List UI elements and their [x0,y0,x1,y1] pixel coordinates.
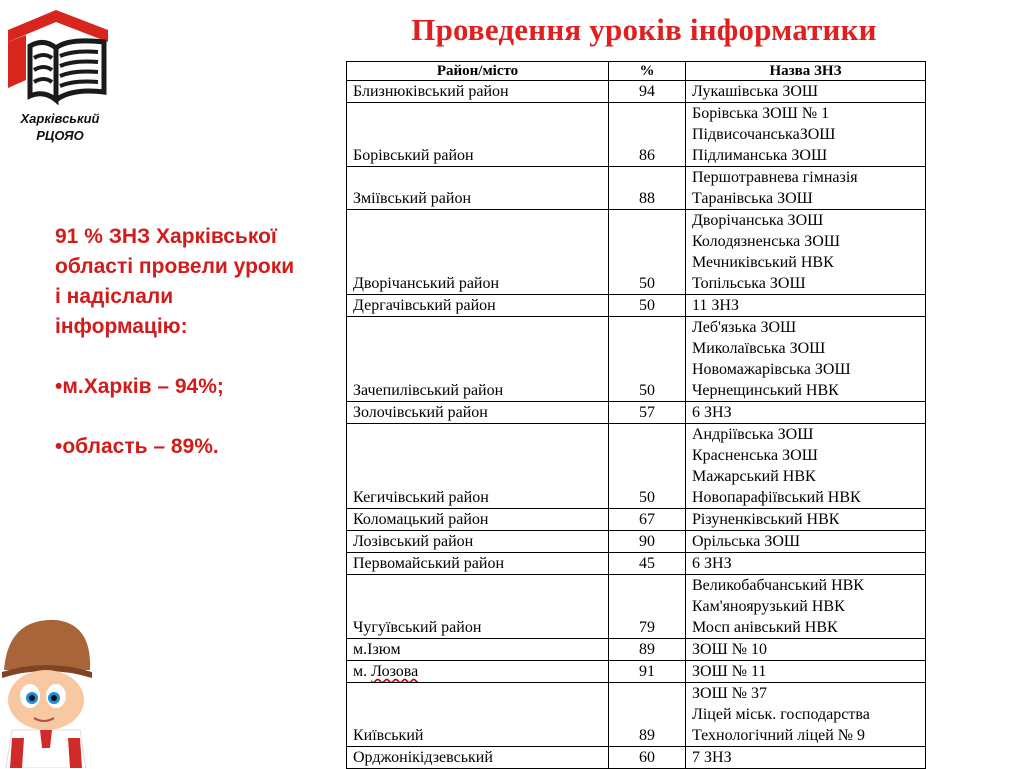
table-row [347,402,926,424]
school-name: Орільська ЗОШ [692,533,801,550]
schools-cell [686,317,926,402]
school-name: ПідвисочанськаЗОШ [692,126,836,143]
table-row [347,531,926,553]
table-row [347,575,926,639]
school-name: Мажарський НВК [692,468,816,485]
percent-cell: 91 [609,661,686,683]
schools-cell [686,167,926,210]
district-name: Золочівський район [353,404,488,421]
district-name: Лозівський район [353,533,474,550]
table-row [347,639,926,661]
school-name: ЗОШ № 37 [692,685,767,702]
school-name: Дворічанська ЗОШ [692,212,824,229]
table-row [347,509,926,531]
schools-cell [686,402,926,424]
school-name: Красненська ЗОШ [692,447,818,464]
table-row [347,317,926,402]
school-name: Борівська ЗОШ № 1 [692,105,830,122]
schools-cell [686,639,926,661]
header-percent: % [609,62,686,81]
school-name: Мосп анівський НВК [692,619,838,636]
percent-cell: 50 [609,317,686,402]
district-cell [347,81,609,103]
school-name: Колодязненська ЗОШ [692,233,840,250]
summary-region: •область – 89%. [55,435,219,458]
schools-cell [686,509,926,531]
rcoyao-logo [4,8,112,143]
district-name: Коломацький район [353,511,489,528]
schools-cell [686,553,926,575]
district-name: Первомайський район [353,555,504,572]
district-name: Орджонікідзевський [353,749,493,766]
percent-cell: 88 [609,167,686,210]
table-row [347,424,926,509]
percent-cell: 67 [609,509,686,531]
district-cell [347,683,609,747]
district-name: Близнюківський район [353,83,509,100]
header-district: Район/місто [347,62,609,81]
percent-cell: 50 [609,210,686,295]
table-row [347,553,926,575]
district-name: Зміївський район [353,190,472,207]
district-name: м. Лозова [353,663,419,680]
percent-cell: 89 [609,683,686,747]
table-row [347,210,926,295]
table-row [347,103,926,167]
table-header-row [347,62,926,81]
school-name: Андріївська ЗОШ [692,426,814,443]
table-row [347,747,926,769]
percent-cell: 57 [609,402,686,424]
school-name: 6 ЗНЗ [692,404,732,421]
district-name: Чугуївський район [353,619,482,636]
cartoon-boy-illustration [0,614,96,768]
school-name: Мечниківський НВК [692,254,834,271]
table-row [347,683,926,747]
district-name: Зачепилівський район [353,382,504,399]
header-schools: Назва ЗНЗ [686,62,926,81]
schools-cell [686,103,926,167]
table-body [347,81,926,769]
district-cell [347,661,609,683]
school-name: Топільська ЗОШ [692,275,806,292]
school-name: Технологічний ліцей № 9 [692,727,866,744]
slide-title: Проведення уроків інформатики [411,12,877,47]
percent-cell: 60 [609,747,686,769]
school-name: Таранівська ЗОШ [692,190,813,207]
school-name: 7 ЗНЗ [692,749,732,766]
district-cell [347,424,609,509]
district-cell [347,509,609,531]
schools-cell [686,575,926,639]
summary-intro: 91 % ЗНЗ Харківської області провели уроки і надіслали інформацію: [55,225,295,338]
school-name: Кам'яноярузький НВК [692,598,845,615]
district-name: Борівський район [353,147,474,164]
school-name: Новопарафіївський НВК [692,489,861,506]
school-name: 6 ЗНЗ [692,555,732,572]
schools-cell [686,210,926,295]
table-row [347,295,926,317]
school-name: Різуненківський НВК [692,511,840,528]
logo-line-1: Харківський [20,111,100,126]
percent-cell: 89 [609,639,686,661]
district-cell [347,103,609,167]
percent-cell: 79 [609,575,686,639]
district-name: Кегичівський район [353,489,489,506]
open-book-icon [4,8,112,108]
school-name: Підлиманська ЗОШ [692,147,828,164]
schools-cell [686,81,926,103]
summary-city: •м.Харків – 94%; [55,375,224,398]
table-row [347,661,926,683]
district-cell [347,167,609,210]
schools-cell [686,747,926,769]
percent-cell: 50 [609,295,686,317]
school-name: Першотравнева гімназія [692,169,858,186]
school-name: Новомажарівська ЗОШ [692,361,851,378]
percent-cell: 50 [609,424,686,509]
district-cell [347,402,609,424]
summary-block [55,222,305,462]
district-cell [347,553,609,575]
school-name: Леб'язька ЗОШ [692,319,797,336]
logo-caption [4,110,116,144]
percent-cell: 86 [609,103,686,167]
schools-cell [686,531,926,553]
percent-cell: 90 [609,531,686,553]
district-name: Дворічанський район [353,275,500,292]
district-cell [347,747,609,769]
table-row [347,167,926,210]
district-cell [347,531,609,553]
school-name: Чернещинський НВК [692,382,839,399]
district-cell [347,295,609,317]
district-cell [347,317,609,402]
district-name: Київський [353,727,424,744]
district-cell [347,575,609,639]
school-name: 11 ЗНЗ [692,297,739,314]
district-name: м.Ізюм [353,641,401,658]
table-row [347,81,926,103]
district-cell [347,210,609,295]
school-name: Лукашівська ЗОШ [692,83,819,100]
school-name: Миколаївська ЗОШ [692,340,826,357]
school-name: Великобабчанський НВК [692,577,864,594]
logo-line-2: РЦОЯО [36,128,84,143]
schools-cell [686,424,926,509]
schools-cell [686,295,926,317]
results-table [346,61,926,769]
percent-cell: 94 [609,81,686,103]
school-name: ЗОШ № 10 [692,641,767,658]
district-name: Дергачівський район [353,297,496,314]
district-cell [347,639,609,661]
percent-cell: 45 [609,553,686,575]
school-name: ЗОШ № 11 [692,663,767,680]
school-name: Ліцей міськ. господарства [692,706,870,723]
schools-cell [686,683,926,747]
schools-cell [686,661,926,683]
